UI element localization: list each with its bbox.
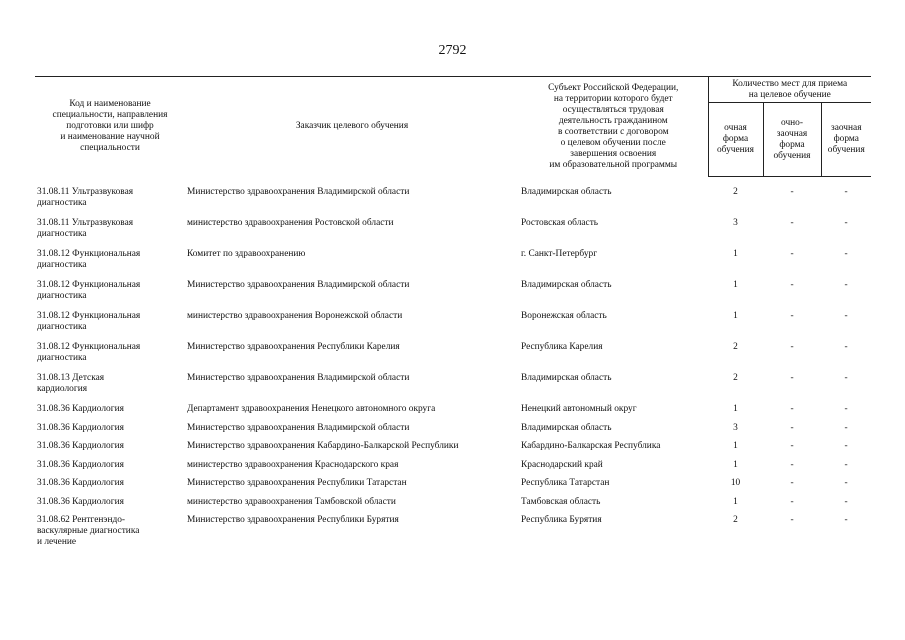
cell-full-time: 2 xyxy=(733,342,738,352)
cell-code: 31.08.36 Кардиология xyxy=(37,422,124,433)
cell-part-time: - xyxy=(790,187,794,197)
cell-full-time: 1 xyxy=(733,404,738,414)
cell-customer: министерство здравоохранения Краснодарского края xyxy=(187,459,399,470)
table-row xyxy=(35,373,871,404)
table-row xyxy=(35,249,871,280)
cell-region: Владимирская область xyxy=(521,187,612,197)
cell-customer: Министерство здравоохранения Республики Карелия xyxy=(187,342,400,352)
cell-part-time: - xyxy=(790,459,794,470)
header-row xyxy=(35,77,871,103)
cell-customer: министерство здравоохранения Воронежской области xyxy=(187,311,403,321)
col-places-header: Количество мест для приема на целевое обучение xyxy=(708,77,871,103)
cell-part-time: - xyxy=(790,218,794,228)
cell-part-time: - xyxy=(790,249,794,259)
cell-distance: - xyxy=(844,478,848,488)
cell-distance: - xyxy=(844,249,848,259)
table-row xyxy=(35,478,871,497)
cell-full-time: 1 xyxy=(733,441,738,451)
cell-region: Ненецкий автономный округ xyxy=(521,404,637,414)
cell-region: Республика Карелия xyxy=(521,342,603,352)
cell-distance: - xyxy=(844,496,848,507)
cell-distance: - xyxy=(844,422,848,433)
cell-distance: - xyxy=(844,311,848,321)
cell-full-time: 1 xyxy=(733,459,738,470)
cell-code: 31.08.36 Кардиология xyxy=(37,459,124,470)
cell-part-time: - xyxy=(790,311,794,321)
cell-distance: - xyxy=(844,187,848,197)
cell-full-time: 3 xyxy=(733,422,738,433)
cell-customer: Министерство здравоохранения Республики Бурятия xyxy=(187,515,399,525)
cell-part-time: - xyxy=(790,515,794,525)
cell-full-time: 1 xyxy=(733,249,738,259)
cell-part-time: - xyxy=(790,280,794,290)
col-distance-header: заочная форма обучения xyxy=(821,103,871,177)
cell-code: 31.08.12 Функциональная диагностика xyxy=(37,280,141,301)
cell-distance: - xyxy=(844,373,848,383)
cell-region: Республика Татарстан xyxy=(521,478,610,488)
col-customer-header: Заказчик целевого обучения xyxy=(185,77,519,177)
cell-region: Владимирская область xyxy=(521,422,612,433)
cell-code: 31.08.36 Кардиология xyxy=(37,404,124,414)
cell-code: 31.08.36 Кардиология xyxy=(37,441,124,451)
table-row xyxy=(35,280,871,311)
cell-code: 31.08.36 Кардиология xyxy=(37,478,124,488)
cell-part-time: - xyxy=(790,373,794,383)
cell-full-time: 10 xyxy=(730,478,741,488)
col-full-time-header: очная форма обучения xyxy=(708,103,763,177)
cell-distance: - xyxy=(844,459,848,470)
cell-region: Тамбовская область xyxy=(521,496,601,507)
table-row xyxy=(35,515,871,548)
cell-part-time: - xyxy=(790,496,794,507)
cell-code: 31.08.11 Ультразвуковая диагностика xyxy=(37,187,134,208)
cell-code: 31.08.62 Рентгенэндо- васкулярные диагностика и лечение xyxy=(37,515,140,547)
cell-region: Краснодарский край xyxy=(521,459,603,470)
cell-part-time: - xyxy=(790,478,794,488)
cell-customer: Департамент здравоохранения Ненецкого автономного округа xyxy=(187,404,436,414)
cell-part-time: - xyxy=(790,342,794,352)
cell-customer: Министерство здравоохранения Владимирской области xyxy=(187,187,410,197)
page-number: 2792 xyxy=(438,43,467,58)
cell-code: 31.08.12 Функциональная диагностика xyxy=(37,342,141,363)
cell-customer: Министерство здравоохранения Владимирской области xyxy=(187,280,410,290)
col-subject-header: Субъект Российской Федерации, на территории которого будет осуществляться трудовая деятельность гражданином в соответствии с договором о целевом обучении после завершения освоения им образовательной программы xyxy=(519,77,708,177)
table-row xyxy=(35,497,871,516)
cell-region: г. Санкт-Петербург xyxy=(521,249,598,259)
cell-region: Воронежская область xyxy=(521,311,607,321)
cell-code: 31.08.12 Функциональная диагностика xyxy=(37,249,141,270)
cell-customer: Министерство здравоохранения Владимирской области xyxy=(187,422,410,433)
cell-customer: Министерство здравоохранения Кабардино-Балкарской Республики xyxy=(187,441,459,451)
cell-distance: - xyxy=(844,342,848,352)
cell-full-time: 1 xyxy=(733,311,738,321)
table-row xyxy=(35,218,871,249)
cell-customer: министерство здравоохранения Тамбовской области xyxy=(187,496,396,507)
cell-customer: Министерство здравоохранения Республики Татарстан xyxy=(187,478,407,488)
col-code-header: Код и наименование специальности, направления подготовки или шифр и наименование научной специальности xyxy=(35,77,185,177)
target-training-table xyxy=(35,76,871,548)
cell-code: 31.08.11 Ультразвуковая диагностика xyxy=(37,218,134,239)
cell-region: Кабардино-Балкарская Республика xyxy=(521,441,661,451)
cell-region: Республика Бурятия xyxy=(521,515,602,525)
table-row xyxy=(35,187,871,218)
cell-code: 31.08.36 Кардиология xyxy=(37,496,124,507)
cell-distance: - xyxy=(844,515,848,525)
cell-full-time: 1 xyxy=(733,496,738,507)
cell-region: Ростовская область xyxy=(521,218,599,228)
cell-part-time: - xyxy=(790,422,794,433)
cell-distance: - xyxy=(844,218,848,228)
cell-region: Владимирская область xyxy=(521,280,612,290)
table-row xyxy=(35,342,871,373)
cell-full-time: 1 xyxy=(733,280,738,290)
cell-distance: - xyxy=(844,441,848,451)
cell-distance: - xyxy=(844,404,848,414)
cell-customer: министерство здравоохранения Ростовской области xyxy=(187,218,394,228)
cell-full-time: 2 xyxy=(733,515,738,525)
table-row xyxy=(35,311,871,342)
cell-code: 31.08.12 Функциональная диагностика xyxy=(37,311,141,332)
table-row xyxy=(35,404,871,423)
cell-full-time: 2 xyxy=(733,373,738,383)
cell-distance: - xyxy=(844,280,848,290)
cell-part-time: - xyxy=(790,404,794,414)
cell-code: 31.08.13 Детская кардиология xyxy=(37,373,105,394)
table-row xyxy=(35,441,871,460)
col-part-time-header: очно- заочная форма обучения xyxy=(763,103,821,177)
cell-part-time: - xyxy=(790,441,794,451)
cell-region: Владимирская область xyxy=(521,373,612,383)
cell-full-time: 3 xyxy=(733,218,738,228)
table-row xyxy=(35,423,871,442)
cell-customer: Комитет по здравоохранению xyxy=(187,249,306,259)
table-row xyxy=(35,460,871,479)
cell-customer: Министерство здравоохранения Владимирской области xyxy=(187,373,410,383)
cell-full-time: 2 xyxy=(733,187,738,197)
